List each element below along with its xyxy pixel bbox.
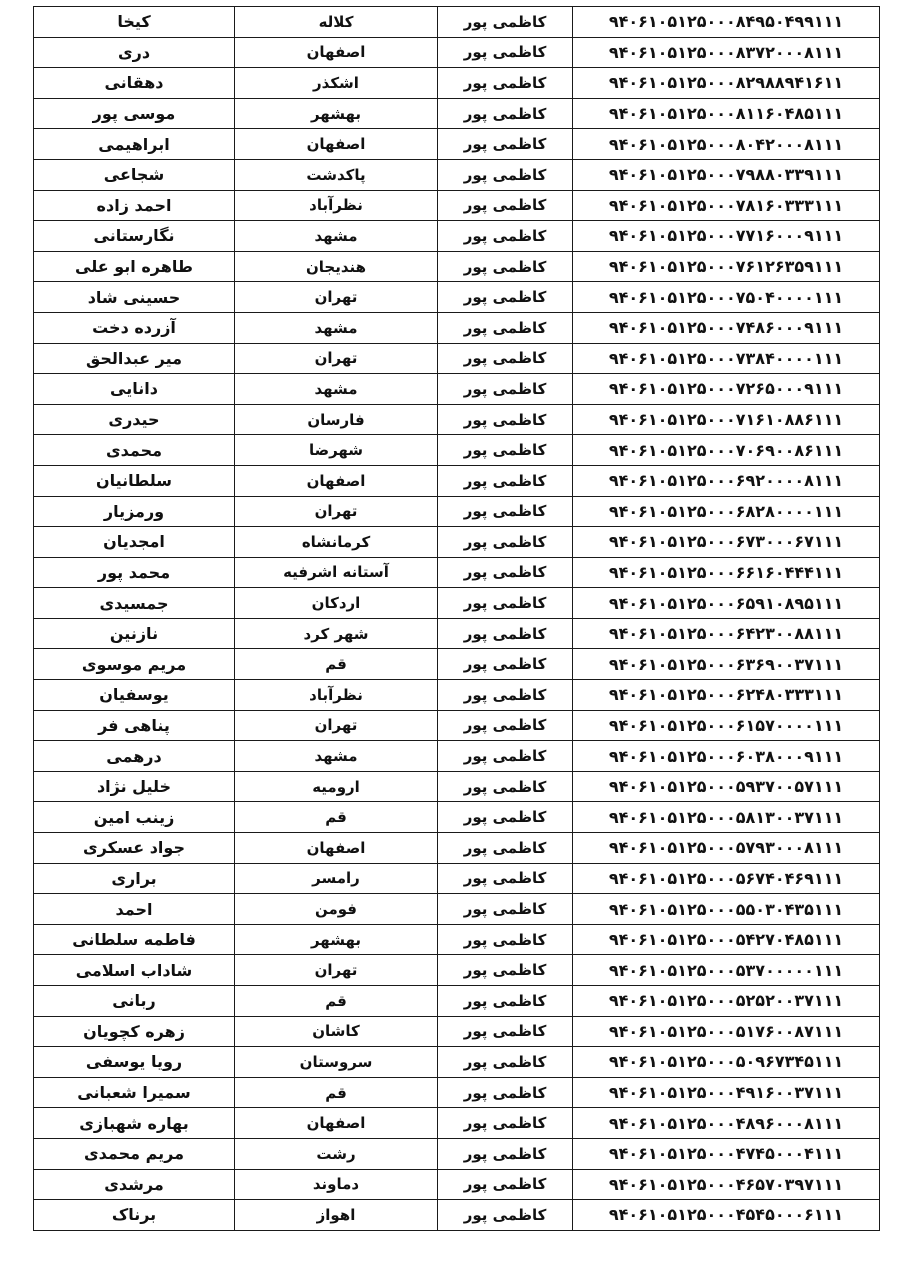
table-row xyxy=(34,1016,880,1047)
name-cell: سمیرا شعبانی xyxy=(34,1077,235,1108)
city-cell: قم xyxy=(235,1077,438,1108)
family-cell: کاظمی پور xyxy=(438,680,573,711)
family-cell: کاظمی پور xyxy=(438,863,573,894)
city-cell: نظرآباد xyxy=(235,680,438,711)
account-number-cell: ۹۴۰۶۱۰۵۱۲۵۰۰۰۵۵۰۳۰۴۳۵۱۱۱ xyxy=(573,894,880,925)
table-row xyxy=(34,741,880,772)
table-row xyxy=(34,588,880,619)
name-cell: امجدیان xyxy=(34,527,235,558)
city-cell: اهواز xyxy=(235,1200,438,1231)
name-cell: کیخا xyxy=(34,7,235,38)
account-number-cell: ۹۴۰۶۱۰۵۱۲۵۰۰۰۶۳۶۹۰۰۳۷۱۱۱ xyxy=(573,649,880,680)
records-table-body xyxy=(34,7,880,1231)
name-cell: نگارستانی xyxy=(34,221,235,252)
table-row xyxy=(34,221,880,252)
account-number-cell: ۹۴۰۶۱۰۵۱۲۵۰۰۰۷۸۱۶۰۳۳۳۱۱۱ xyxy=(573,190,880,221)
family-cell: کاظمی پور xyxy=(438,588,573,619)
account-number-cell: ۹۴۰۶۱۰۵۱۲۵۰۰۰۶۸۲۸۰۰۰۰۱۱۱ xyxy=(573,496,880,527)
name-cell: ابراهیمی xyxy=(34,129,235,160)
family-cell: کاظمی پور xyxy=(438,1169,573,1200)
account-number-cell: ۹۴۰۶۱۰۵۱۲۵۰۰۰۷۰۶۹۰۰۸۶۱۱۱ xyxy=(573,435,880,466)
table-row xyxy=(34,343,880,374)
table-row xyxy=(34,1138,880,1169)
name-cell: آزرده دخت xyxy=(34,312,235,343)
family-cell: کاظمی پور xyxy=(438,1108,573,1139)
family-cell: کاظمی پور xyxy=(438,986,573,1017)
account-number-cell: ۹۴۰۶۱۰۵۱۲۵۰۰۰۵۳۷۰۰۰۰۰۱۱۱ xyxy=(573,955,880,986)
city-cell: مشهد xyxy=(235,374,438,405)
account-number-cell: ۹۴۰۶۱۰۵۱۲۵۰۰۰۵۲۵۲۰۰۳۷۱۱۱ xyxy=(573,986,880,1017)
account-number-cell: ۹۴۰۶۱۰۵۱۲۵۰۰۰۵۷۹۳۰۰۰۸۱۱۱ xyxy=(573,833,880,864)
city-cell: کرمانشاه xyxy=(235,527,438,558)
family-cell: کاظمی پور xyxy=(438,1200,573,1231)
family-cell: کاظمی پور xyxy=(438,68,573,99)
table-row xyxy=(34,649,880,680)
family-cell: کاظمی پور xyxy=(438,924,573,955)
table-row xyxy=(34,98,880,129)
city-cell: شهر کرد xyxy=(235,618,438,649)
city-cell: اصفهان xyxy=(235,1108,438,1139)
city-cell: مشهد xyxy=(235,221,438,252)
name-cell: براری xyxy=(34,863,235,894)
table-row xyxy=(34,404,880,435)
table-row xyxy=(34,802,880,833)
account-number-cell: ۹۴۰۶۱۰۵۱۲۵۰۰۰۴۶۵۷۰۳۹۷۱۱۱ xyxy=(573,1169,880,1200)
name-cell: مریم موسوی xyxy=(34,649,235,680)
family-cell: کاظمی پور xyxy=(438,496,573,527)
city-cell: قم xyxy=(235,649,438,680)
family-cell: کاظمی پور xyxy=(438,618,573,649)
name-cell: رویا یوسفی xyxy=(34,1047,235,1078)
account-number-cell: ۹۴۰۶۱۰۵۱۲۵۰۰۰۶۲۴۸۰۳۳۳۱۱۱ xyxy=(573,680,880,711)
account-number-cell: ۹۴۰۶۱۰۵۱۲۵۰۰۰۶۴۲۳۰۰۸۸۱۱۱ xyxy=(573,618,880,649)
city-cell: تهران xyxy=(235,496,438,527)
name-cell: طاهره ابو علی xyxy=(34,251,235,282)
table-row xyxy=(34,465,880,496)
city-cell: تهران xyxy=(235,282,438,313)
table-row xyxy=(34,7,880,38)
account-number-cell: ۹۴۰۶۱۰۵۱۲۵۰۰۰۴۸۹۶۰۰۰۸۱۱۱ xyxy=(573,1108,880,1139)
table-row xyxy=(34,190,880,221)
city-cell: دماوند xyxy=(235,1169,438,1200)
table-row xyxy=(34,1077,880,1108)
account-number-cell: ۹۴۰۶۱۰۵۱۲۵۰۰۰۸۱۱۶۰۴۸۵۱۱۱ xyxy=(573,98,880,129)
name-cell: درهمی xyxy=(34,741,235,772)
account-number-cell: ۹۴۰۶۱۰۵۱۲۵۰۰۰۷۷۱۶۰۰۰۹۱۱۱ xyxy=(573,221,880,252)
name-cell: حسینی شاد xyxy=(34,282,235,313)
account-number-cell: ۹۴۰۶۱۰۵۱۲۵۰۰۰۶۱۵۷۰۰۰۰۱۱۱ xyxy=(573,710,880,741)
city-cell: رشت xyxy=(235,1138,438,1169)
family-cell: کاظمی پور xyxy=(438,251,573,282)
table-row xyxy=(34,68,880,99)
name-cell: احمد زاده xyxy=(34,190,235,221)
city-cell: پاکدشت xyxy=(235,159,438,190)
city-cell: اشکذر xyxy=(235,68,438,99)
city-cell: تهران xyxy=(235,955,438,986)
family-cell: کاظمی پور xyxy=(438,374,573,405)
account-number-cell: ۹۴۰۶۱۰۵۱۲۵۰۰۰۷۹۸۸۰۳۳۹۱۱۱ xyxy=(573,159,880,190)
city-cell: نظرآباد xyxy=(235,190,438,221)
account-number-cell: ۹۴۰۶۱۰۵۱۲۵۰۰۰۸۳۷۲۰۰۰۸۱۱۱ xyxy=(573,37,880,68)
name-cell: فاطمه سلطانی xyxy=(34,924,235,955)
name-cell: شاداب اسلامی xyxy=(34,955,235,986)
family-cell: کاظمی پور xyxy=(438,771,573,802)
family-cell: کاظمی پور xyxy=(438,710,573,741)
table-row xyxy=(34,1200,880,1231)
name-cell: جمسیدی xyxy=(34,588,235,619)
account-number-cell: ۹۴۰۶۱۰۵۱۲۵۰۰۰۵۸۱۳۰۰۳۷۱۱۱ xyxy=(573,802,880,833)
table-row xyxy=(34,557,880,588)
family-cell: کاظمی پور xyxy=(438,527,573,558)
name-cell: نازنین xyxy=(34,618,235,649)
city-cell: اصفهان xyxy=(235,129,438,160)
table-row xyxy=(34,710,880,741)
city-cell: اصفهان xyxy=(235,465,438,496)
name-cell: محمدی xyxy=(34,435,235,466)
table-row xyxy=(34,680,880,711)
table-row xyxy=(34,129,880,160)
name-cell: مریم محمدی xyxy=(34,1138,235,1169)
name-cell: دهقانی xyxy=(34,68,235,99)
table-row xyxy=(34,771,880,802)
family-cell: کاظمی پور xyxy=(438,833,573,864)
family-cell: کاظمی پور xyxy=(438,190,573,221)
family-cell: کاظمی پور xyxy=(438,1016,573,1047)
table-row xyxy=(34,1108,880,1139)
table-row xyxy=(34,1047,880,1078)
account-number-cell: ۹۴۰۶۱۰۵۱۲۵۰۰۰۵۹۳۷۰۰۵۷۱۱۱ xyxy=(573,771,880,802)
name-cell: مرشدی xyxy=(34,1169,235,1200)
name-cell: دری xyxy=(34,37,235,68)
name-cell: میر عبدالحق xyxy=(34,343,235,374)
account-number-cell: ۹۴۰۶۱۰۵۱۲۵۰۰۰۸۴۹۵۰۴۹۹۱۱۱ xyxy=(573,7,880,38)
city-cell: آستانه اشرفیه xyxy=(235,557,438,588)
city-cell: هندیجان xyxy=(235,251,438,282)
family-cell: کاظمی پور xyxy=(438,159,573,190)
account-number-cell: ۹۴۰۶۱۰۵۱۲۵۰۰۰۶۹۲۰۰۰۰۸۱۱۱ xyxy=(573,465,880,496)
family-cell: کاظمی پور xyxy=(438,282,573,313)
account-number-cell: ۹۴۰۶۱۰۵۱۲۵۰۰۰۴۷۴۵۰۰۰۴۱۱۱ xyxy=(573,1138,880,1169)
account-number-cell: ۹۴۰۶۱۰۵۱۲۵۰۰۰۴۵۴۵۰۰۰۶۱۱۱ xyxy=(573,1200,880,1231)
city-cell: اصفهان xyxy=(235,37,438,68)
city-cell: تهران xyxy=(235,343,438,374)
table-row xyxy=(34,833,880,864)
table-row xyxy=(34,282,880,313)
table-row xyxy=(34,1169,880,1200)
table-row xyxy=(34,37,880,68)
family-cell: کاظمی پور xyxy=(438,557,573,588)
city-cell: فومن xyxy=(235,894,438,925)
name-cell: احمد xyxy=(34,894,235,925)
city-cell: مشهد xyxy=(235,741,438,772)
name-cell: برناک xyxy=(34,1200,235,1231)
name-cell: ربانی xyxy=(34,986,235,1017)
city-cell: سروستان xyxy=(235,1047,438,1078)
account-number-cell: ۹۴۰۶۱۰۵۱۲۵۰۰۰۸۲۹۸۸۹۴۱۶۱۱ xyxy=(573,68,880,99)
table-row xyxy=(34,986,880,1017)
account-number-cell: ۹۴۰۶۱۰۵۱۲۵۰۰۰۷۱۶۱۰۸۸۶۱۱۱ xyxy=(573,404,880,435)
account-number-cell: ۹۴۰۶۱۰۵۱۲۵۰۰۰۵۴۲۷۰۴۸۵۱۱۱ xyxy=(573,924,880,955)
family-cell: کاظمی پور xyxy=(438,7,573,38)
family-cell: کاظمی پور xyxy=(438,343,573,374)
city-cell: بهشهر xyxy=(235,98,438,129)
table-row xyxy=(34,527,880,558)
table-row xyxy=(34,496,880,527)
family-cell: کاظمی پور xyxy=(438,802,573,833)
city-cell: تهران xyxy=(235,710,438,741)
city-cell: کلاله xyxy=(235,7,438,38)
city-cell: مشهد xyxy=(235,312,438,343)
city-cell: فارسان xyxy=(235,404,438,435)
name-cell: شجاعی xyxy=(34,159,235,190)
family-cell: کاظمی پور xyxy=(438,221,573,252)
account-number-cell: ۹۴۰۶۱۰۵۱۲۵۰۰۰۷۶۱۲۶۳۵۹۱۱۱ xyxy=(573,251,880,282)
family-cell: کاظمی پور xyxy=(438,312,573,343)
family-cell: کاظمی پور xyxy=(438,741,573,772)
table-row xyxy=(34,312,880,343)
account-number-cell: ۹۴۰۶۱۰۵۱۲۵۰۰۰۵۶۷۴۰۴۶۹۱۱۱ xyxy=(573,863,880,894)
account-number-cell: ۹۴۰۶۱۰۵۱۲۵۰۰۰۷۳۸۴۰۰۰۰۱۱۱ xyxy=(573,343,880,374)
table-row xyxy=(34,924,880,955)
table-row xyxy=(34,435,880,466)
city-cell: اردکان xyxy=(235,588,438,619)
account-number-cell: ۹۴۰۶۱۰۵۱۲۵۰۰۰۷۴۸۶۰۰۰۹۱۱۱ xyxy=(573,312,880,343)
table-row xyxy=(34,251,880,282)
table-row xyxy=(34,618,880,649)
name-cell: سلطانیان xyxy=(34,465,235,496)
table-row xyxy=(34,955,880,986)
account-number-cell: ۹۴۰۶۱۰۵۱۲۵۰۰۰۷۵۰۴۰۰۰۰۱۱۱ xyxy=(573,282,880,313)
name-cell: جواد عسکری xyxy=(34,833,235,864)
name-cell: پناهی فر xyxy=(34,710,235,741)
family-cell: کاظمی پور xyxy=(438,1138,573,1169)
table-row xyxy=(34,863,880,894)
city-cell: شهرضا xyxy=(235,435,438,466)
name-cell: یوسفیان xyxy=(34,680,235,711)
table-row xyxy=(34,159,880,190)
family-cell: کاظمی پور xyxy=(438,649,573,680)
records-table xyxy=(33,6,880,1231)
account-number-cell: ۹۴۰۶۱۰۵۱۲۵۰۰۰۶۷۳۰۰۰۶۷۱۱۱ xyxy=(573,527,880,558)
name-cell: خلیل نژاد xyxy=(34,771,235,802)
family-cell: کاظمی پور xyxy=(438,404,573,435)
name-cell: بهاره شهبازی xyxy=(34,1108,235,1139)
table-row xyxy=(34,894,880,925)
family-cell: کاظمی پور xyxy=(438,129,573,160)
family-cell: کاظمی پور xyxy=(438,1047,573,1078)
name-cell: محمد پور xyxy=(34,557,235,588)
account-number-cell: ۹۴۰۶۱۰۵۱۲۵۰۰۰۶۰۳۸۰۰۰۹۱۱۱ xyxy=(573,741,880,772)
family-cell: کاظمی پور xyxy=(438,435,573,466)
account-number-cell: ۹۴۰۶۱۰۵۱۲۵۰۰۰۸۰۴۲۰۰۰۸۱۱۱ xyxy=(573,129,880,160)
name-cell: زهره کچویان xyxy=(34,1016,235,1047)
family-cell: کاظمی پور xyxy=(438,37,573,68)
family-cell: کاظمی پور xyxy=(438,98,573,129)
city-cell: قم xyxy=(235,986,438,1017)
table-row xyxy=(34,374,880,405)
account-number-cell: ۹۴۰۶۱۰۵۱۲۵۰۰۰۶۵۹۱۰۸۹۵۱۱۱ xyxy=(573,588,880,619)
name-cell: دانایی xyxy=(34,374,235,405)
name-cell: موسی پور xyxy=(34,98,235,129)
account-number-cell: ۹۴۰۶۱۰۵۱۲۵۰۰۰۴۹۱۶۰۰۳۷۱۱۱ xyxy=(573,1077,880,1108)
city-cell: رامسر xyxy=(235,863,438,894)
family-cell: کاظمی پور xyxy=(438,955,573,986)
family-cell: کاظمی پور xyxy=(438,1077,573,1108)
name-cell: ورمزیار xyxy=(34,496,235,527)
account-number-cell: ۹۴۰۶۱۰۵۱۲۵۰۰۰۶۶۱۶۰۴۴۴۱۱۱ xyxy=(573,557,880,588)
account-number-cell: ۹۴۰۶۱۰۵۱۲۵۰۰۰۷۲۶۵۰۰۰۹۱۱۱ xyxy=(573,374,880,405)
city-cell: اصفهان xyxy=(235,833,438,864)
family-cell: کاظمی پور xyxy=(438,465,573,496)
account-number-cell: ۹۴۰۶۱۰۵۱۲۵۰۰۰۵۱۷۶۰۰۸۷۱۱۱ xyxy=(573,1016,880,1047)
family-cell: کاظمی پور xyxy=(438,894,573,925)
city-cell: قم xyxy=(235,802,438,833)
city-cell: کاشان xyxy=(235,1016,438,1047)
account-number-cell: ۹۴۰۶۱۰۵۱۲۵۰۰۰۵۰۹۶۷۳۴۵۱۱۱ xyxy=(573,1047,880,1078)
name-cell: زینب امین xyxy=(34,802,235,833)
city-cell: بهشهر xyxy=(235,924,438,955)
city-cell: ارومیه xyxy=(235,771,438,802)
name-cell: حیدری xyxy=(34,404,235,435)
